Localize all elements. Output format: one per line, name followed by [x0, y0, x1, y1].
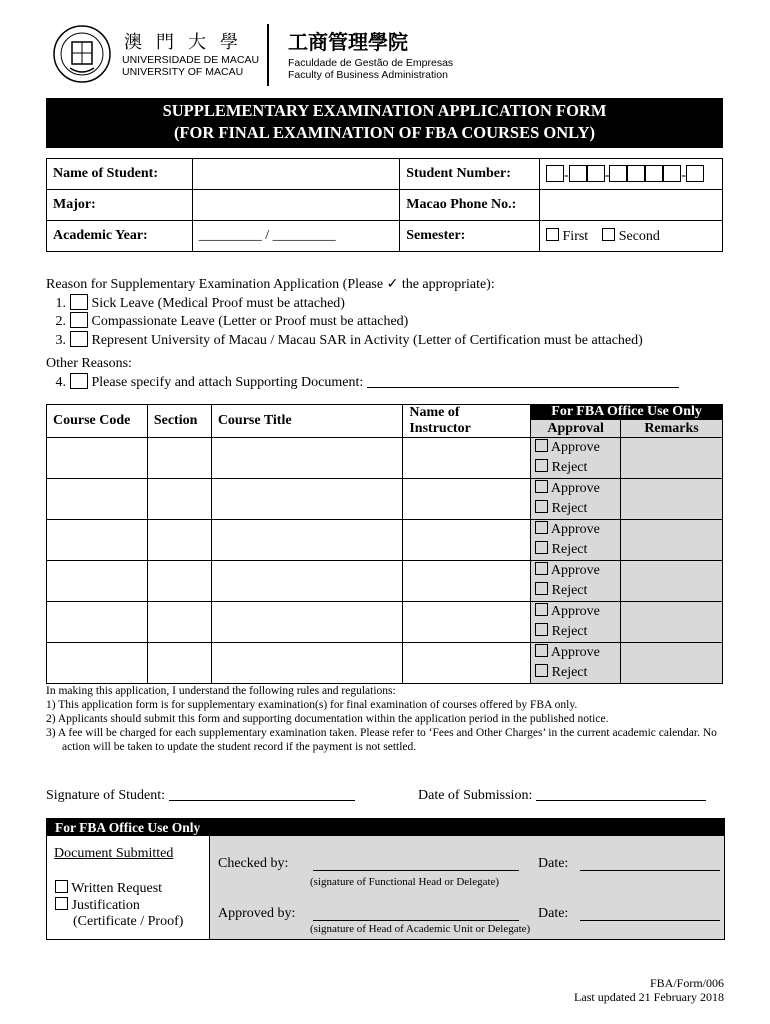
approved-by-label: Approved by: — [218, 906, 296, 921]
justification-option[interactable]: Justification — [55, 897, 140, 914]
section-header: Section — [147, 405, 211, 438]
approve-option[interactable]: Approve — [535, 602, 614, 622]
semester-label: Semester: — [400, 221, 540, 252]
last-updated: Last updated 21 February 2018 — [574, 990, 724, 1004]
first-semester-checkbox[interactable] — [546, 228, 559, 241]
instructor-cell[interactable] — [403, 561, 531, 602]
student-signature-line[interactable] — [169, 800, 355, 801]
course-title-cell[interactable] — [211, 602, 403, 643]
course-title-header: Course Title — [211, 405, 403, 438]
approved-date-label: Date: — [538, 906, 569, 921]
approval-cell — [531, 520, 621, 561]
form-footer — [574, 976, 724, 1004]
instructor-cell[interactable] — [403, 643, 531, 684]
major-field[interactable] — [192, 190, 400, 221]
phone-field[interactable] — [540, 190, 723, 221]
university-seal-icon — [52, 24, 112, 84]
rule-item: 2) Applicants should submit this form and supporting documentation within the application period in the published notice. — [46, 713, 609, 725]
year-label: Academic Year: — [47, 221, 193, 252]
section-cell[interactable] — [147, 602, 211, 643]
student-signature: Signature of Student: — [46, 788, 355, 804]
faculty-name-latin: Faculdade de Gestão de Empresas Faculty of Business Administration — [288, 57, 454, 81]
remarks-cell[interactable] — [621, 602, 723, 643]
other-reasons-label: Other Reasons: — [46, 356, 132, 371]
cert-proof-label: (Certificate / Proof) — [73, 914, 184, 929]
office-approval-area — [210, 836, 724, 939]
approved-date-line[interactable] — [580, 920, 720, 921]
university-name-latin: UNIVERSIDADE DE MACAU UNIVERSITY OF MACAU — [122, 54, 260, 78]
course-code-cell[interactable] — [47, 479, 148, 520]
phone-label: Macao Phone No.: — [400, 190, 540, 221]
remarks-cell[interactable] — [621, 520, 723, 561]
table-row — [47, 520, 723, 561]
course-code-cell[interactable] — [47, 520, 148, 561]
student-info-table — [46, 158, 723, 252]
university-name-chinese: 澳門大學 — [124, 32, 252, 53]
table-row — [47, 643, 723, 684]
course-title-cell[interactable] — [211, 561, 403, 602]
instructor-cell[interactable] — [403, 438, 531, 479]
table-row — [47, 479, 723, 520]
section-cell[interactable] — [147, 479, 211, 520]
instructor-cell[interactable] — [403, 602, 531, 643]
section-cell[interactable] — [147, 561, 211, 602]
reject-option[interactable]: Reject — [535, 499, 614, 519]
rules-section — [46, 684, 736, 754]
course-title-cell[interactable] — [211, 479, 403, 520]
checked-date-label: Date: — [538, 856, 569, 871]
instructor-cell[interactable] — [403, 520, 531, 561]
reason-item-sick: 1. Sick Leave (Medical Proof must be attached) — [55, 295, 345, 311]
semester-field[interactable]: First Second — [540, 221, 723, 252]
remarks-cell[interactable] — [621, 479, 723, 520]
office-use-header: For FBA Office Use Only — [531, 405, 723, 420]
approval-cell — [531, 561, 621, 602]
table-row — [47, 602, 723, 643]
remarks-header: Remarks — [621, 420, 723, 438]
course-code-header: Course Code — [47, 405, 148, 438]
remarks-cell[interactable] — [621, 561, 723, 602]
reason-checkbox-2[interactable] — [70, 312, 88, 328]
rule-item: 1) This application form is for supplementary examination(s) for final examination of courses offered by FBA only. — [46, 699, 578, 711]
reason-checkbox-3[interactable] — [70, 331, 88, 347]
office-use-section — [46, 818, 725, 940]
course-code-cell[interactable] — [47, 561, 148, 602]
course-title-cell[interactable] — [211, 438, 403, 479]
reason-checkbox-4[interactable] — [70, 373, 88, 389]
reject-option[interactable]: Reject — [535, 540, 614, 560]
reject-option[interactable]: Reject — [535, 663, 614, 683]
approval-cell — [531, 602, 621, 643]
section-cell[interactable] — [147, 643, 211, 684]
approve-option[interactable]: Approve — [535, 520, 614, 540]
checked-by-line[interactable] — [313, 870, 519, 871]
approval-cell — [531, 643, 621, 684]
section-cell[interactable] — [147, 520, 211, 561]
reason-item-other: 4. Please specify and attach Supporting Document: — [46, 373, 746, 392]
major-label: Major: — [47, 190, 193, 221]
course-code-cell[interactable] — [47, 643, 148, 684]
course-title-cell[interactable] — [211, 520, 403, 561]
reject-option[interactable]: Reject — [535, 581, 614, 601]
reason-section — [46, 276, 746, 391]
reject-option[interactable]: Reject — [535, 622, 614, 642]
table-row — [47, 561, 723, 602]
functional-head-note: (signature of Functional Head or Delegate) — [310, 876, 500, 888]
approval-cell — [531, 438, 621, 479]
instructor-cell[interactable] — [403, 479, 531, 520]
reject-option[interactable]: Reject — [535, 458, 614, 478]
reason-intro: Reason for Supplementary Examination Application (Please ✓ the appropriate): — [46, 277, 495, 292]
rule-item: 3) A fee will be charged for each supplementary examination taken. Please refer to ‘Fees and Other Charges’ in the current academic calendar. No action will be taken to update the student record if the payment is not settled. — [46, 727, 717, 753]
header-logos — [52, 24, 472, 88]
reason-item-represent: 3. Represent University of Macau / Macau SAR in Activity (Letter of Certification must be attached) — [55, 332, 643, 348]
table-row — [47, 438, 723, 479]
reason-item-compassionate: 2. Compassionate Leave (Letter or Proof must be attached) — [55, 314, 409, 329]
approval-cell — [531, 479, 621, 520]
course-code-cell[interactable] — [47, 438, 148, 479]
instructor-header: Name of Instructor — [403, 405, 531, 438]
header-divider — [267, 24, 269, 86]
course-table — [46, 404, 723, 684]
name-label: Name of Student: — [47, 159, 193, 190]
second-semester-checkbox[interactable] — [602, 228, 615, 241]
name-field[interactable] — [192, 159, 400, 190]
section-cell[interactable] — [147, 438, 211, 479]
other-reason-line[interactable] — [367, 387, 679, 388]
submission-date-line[interactable] — [536, 800, 706, 801]
checked-date-line[interactable] — [580, 870, 720, 871]
year-field[interactable]: _________ / _________ — [192, 221, 400, 252]
approve-option[interactable]: Approve — [535, 561, 614, 581]
checked-by-label: Checked by: — [218, 856, 289, 871]
office-use-title: For FBA Office Use Only — [47, 819, 724, 836]
remarks-cell[interactable] — [621, 643, 723, 684]
approved-by-line[interactable] — [313, 920, 519, 921]
faculty-name-chinese: 工商管理學院 — [288, 30, 408, 54]
form-title: SUPPLEMENTARY EXAMINATION APPLICATION FORM (FOR FINAL EXAMINATION OF FBA COURSES ONLY) — [46, 98, 723, 148]
course-title-cell[interactable] — [211, 643, 403, 684]
date-of-submission: Date of Submission: — [418, 788, 706, 804]
student-number-label: Student Number: — [400, 159, 540, 190]
rules-intro: In making this application, I understand the following rules and regulations: — [46, 685, 396, 697]
approve-option[interactable]: Approve — [535, 643, 614, 663]
student-number-field[interactable]: - - - — [540, 159, 723, 190]
form-number: FBA/Form/006 — [649, 976, 724, 990]
doc-submitted-label: Document Submitted — [54, 846, 174, 861]
approve-option[interactable]: Approve — [535, 438, 614, 458]
course-code-cell[interactable] — [47, 602, 148, 643]
documents-submitted — [47, 836, 210, 939]
approve-option[interactable]: Approve — [535, 479, 614, 499]
reason-checkbox-1[interactable] — [70, 294, 88, 310]
academic-head-note: (signature of Head of Academic Unit or Delegate) — [310, 923, 531, 935]
remarks-cell[interactable] — [621, 438, 723, 479]
approval-header: Approval — [531, 420, 621, 438]
written-request-option[interactable]: Written Request — [55, 880, 162, 897]
